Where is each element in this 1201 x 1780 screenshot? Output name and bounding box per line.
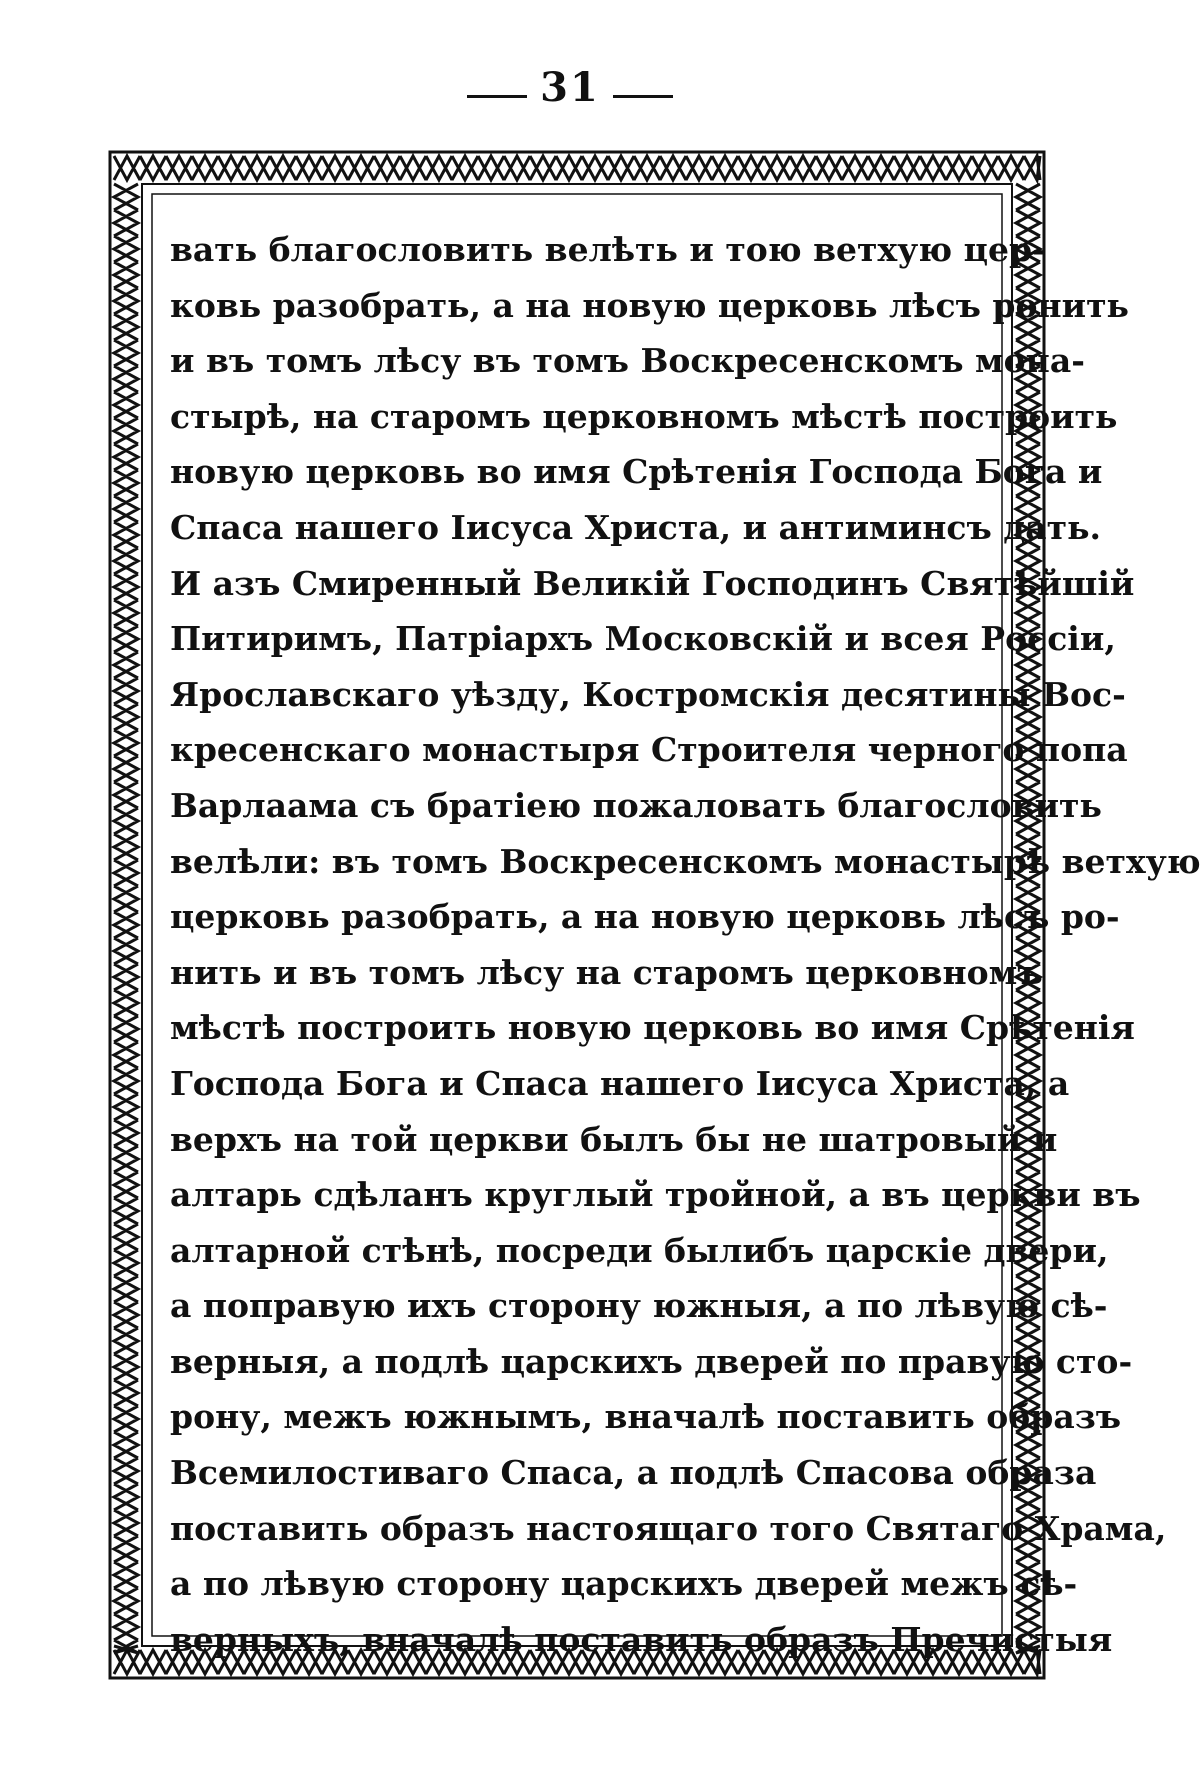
text-line: Господа Бога и Спаса нашего Іисуса Христа, а [170, 1063, 1070, 1103]
text-line: новую церковь во имя Срѣтенія Господа Бога и [170, 452, 1103, 492]
header-rule-right [613, 95, 673, 98]
text-line: кресенскаго монастыря Строителя черного попа [170, 730, 1128, 770]
text-line: а поправую ихъ сторону южныя, а по лѣвую сѣ- [170, 1286, 1108, 1326]
text-line: вать благословить велѣть и тою ветхую цер- [170, 230, 1046, 269]
text-line: верхъ на той церкви былъ бы не шатровый и [170, 1119, 1058, 1159]
text-line: нить и въ томъ лѣсу на старомъ церковномъ [170, 952, 1043, 992]
text-line: Ярославскаго уѣзду, Костромскія десятины Вос- [170, 674, 1126, 714]
page-header [0, 64, 1140, 111]
page-number: 31 [540, 64, 600, 111]
text-line: рону, межъ южнымъ, вначалѣ поставить образъ [170, 1397, 1122, 1437]
text-line: велѣли: въ томъ Воскресенскомъ монастырѣ ветхую [170, 841, 1201, 881]
text-line: а по лѣвую сторону царскихъ дверей межъ сѣ- [170, 1564, 1078, 1604]
text-line: стырѣ, на старомъ церковномъ мѣстѣ построить [170, 396, 1118, 436]
text-line: Спаса нашего Іисуса Христа, и антиминсъ дать. [170, 507, 1101, 547]
header-rule-left [467, 95, 527, 98]
body-text [170, 222, 1201, 1659]
text-line: верныхъ, вначалѣ поставить образъ Пречистыя [170, 1619, 1113, 1659]
text-line: алтарной стѣнѣ, посреди былибъ царскіе двери, [170, 1230, 1109, 1270]
text-line: мѣстѣ построить новую церковь во имя Срѣтенія [170, 1008, 1135, 1048]
text-line: Всемилостиваго Спаса, а подлѣ Спасова образа [170, 1453, 1097, 1493]
text-line: ковь разобрать, а на новую церковь лѣсъ ронить [170, 285, 1129, 325]
text-line: Варлаама съ братіею пожаловать благословить [170, 785, 1102, 825]
text-line: И азъ Смиренный Великій Господинъ Святѣйшій [170, 563, 1135, 603]
text-line: церковь разобрать, а на новую церковь лѣсъ ро- [170, 897, 1120, 937]
text-line: и въ томъ лѣсу въ томъ Воскресенскомъ мона- [170, 341, 1085, 381]
text-line: поставить образъ настоящаго того Святаго Храма, [170, 1508, 1167, 1548]
text-line: алтарь сдѣланъ круглый тройной, а въ церкви въ [170, 1175, 1141, 1215]
text-line: Питиримъ, Патріархъ Московскій и всея Россіи, [170, 619, 1116, 659]
text-line: верныя, а подлѣ царскихъ дверей по правую сто- [170, 1341, 1133, 1381]
